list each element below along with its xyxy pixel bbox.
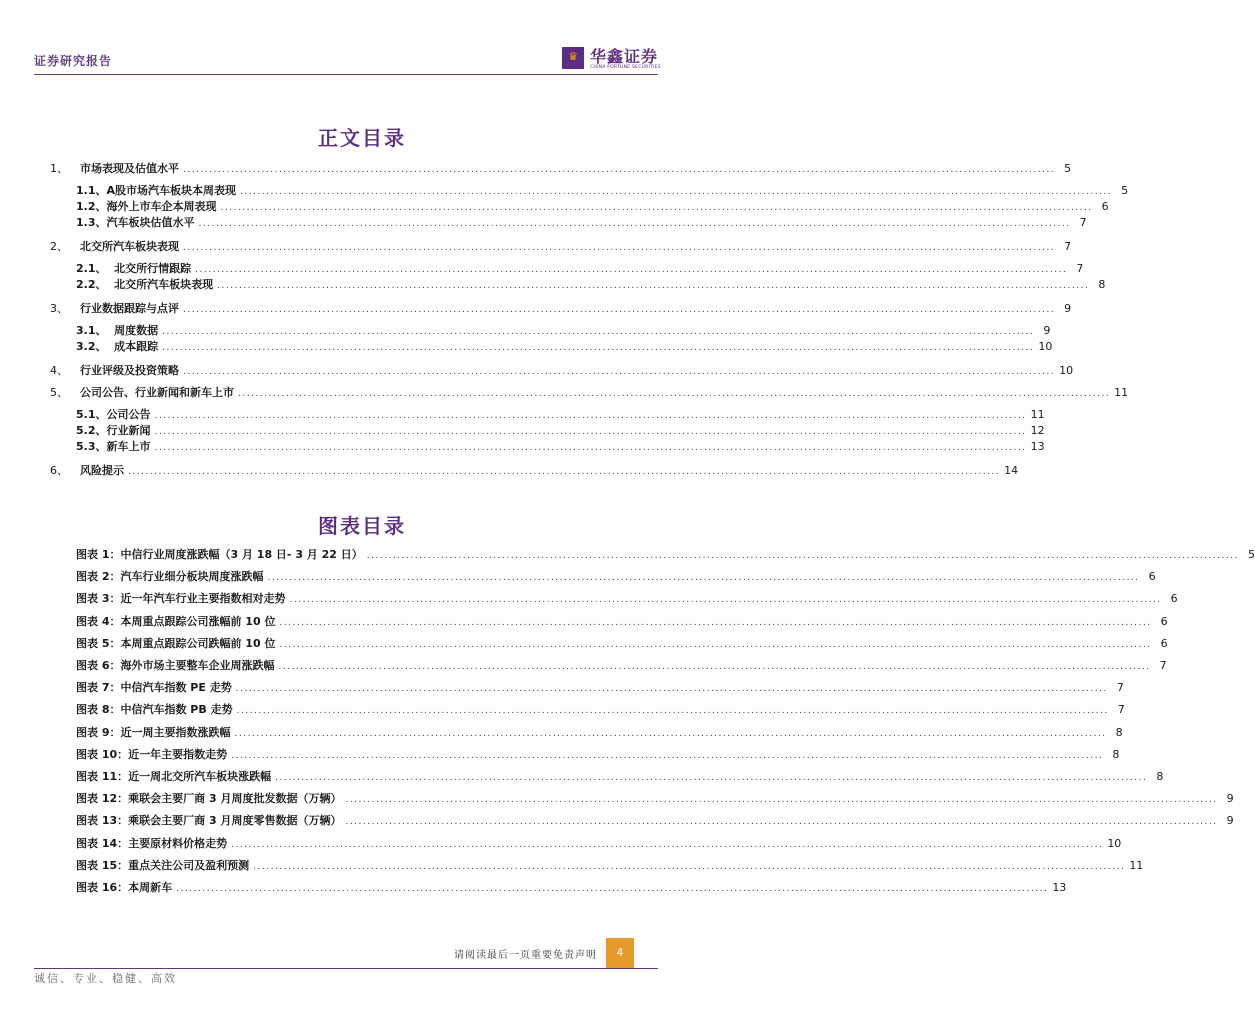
- toc-page-number: 8: [1156, 770, 1164, 783]
- toc-page-number: 12: [1030, 424, 1045, 437]
- toc-page-number: 11: [1114, 386, 1129, 399]
- toc-subentry[interactable]: [76, 726, 1123, 740]
- toc-entry-number: 6、: [50, 464, 68, 477]
- dot-leader: ........................................................................................................................................................................................................: [234, 729, 1107, 739]
- logo-english-name: CHINA FORTUNE SECURITIES: [590, 65, 661, 70]
- dot-leader: ........................................................................................................................................................................................................: [176, 884, 1049, 894]
- toc-entry-label: 2.1、 北交所行情跟踪: [76, 262, 192, 275]
- toc-entry-label: 市场表现及估值水平: [80, 162, 179, 175]
- page-number-badge: 4: [606, 938, 634, 968]
- toc-subentry[interactable]: [76, 859, 1144, 873]
- toc-page-number: 7: [1159, 659, 1167, 672]
- toc-entry-number: 2、: [50, 240, 68, 253]
- toc-title: 正文目录: [318, 126, 406, 150]
- toc-entry-label: 图表 8：中信汽车指数 PB 走势: [76, 703, 233, 716]
- toc-subentry[interactable]: [76, 262, 1084, 276]
- toc-subentry[interactable]: [76, 659, 1167, 673]
- toc-entry[interactable]: [50, 464, 1019, 478]
- toc-entry-label: 图表 13：乘联会主要厂商 3 月周度零售数据（万辆）: [76, 814, 342, 827]
- toc-subentry[interactable]: [76, 792, 1234, 806]
- toc-entry-label: 图表 7：中信汽车指数 PE 走势: [76, 681, 232, 694]
- toc-page-number: 9: [1226, 814, 1234, 827]
- toc-subentry[interactable]: [76, 570, 1156, 584]
- toc-subentry[interactable]: [76, 615, 1168, 629]
- toc-entry-label: 图表 15：重点关注公司及盈利预测: [76, 859, 250, 872]
- toc-subentry[interactable]: [76, 548, 1255, 562]
- toc-subentry[interactable]: [76, 440, 1045, 454]
- toc-entry-label: 图表 11：近一周北交所汽车板块涨跌幅: [76, 770, 272, 783]
- toc-entry-label: 5.3、新车上市: [76, 440, 151, 453]
- toc-page-number: 5: [1121, 184, 1129, 197]
- toc-entry-label: 5.2、行业新闻: [76, 424, 151, 437]
- dot-leader: ........................................................................................................................................................................................................: [236, 706, 1109, 716]
- dot-leader: ........................................................................................................................................................................................................: [253, 862, 1126, 872]
- toc-entry-label: 3.1、 周度数据: [76, 324, 159, 337]
- dot-leader: ........................................................................................................................................................................................................: [154, 411, 1027, 421]
- toc-page-number: 9: [1064, 302, 1072, 315]
- toc-subentry[interactable]: [76, 340, 1053, 354]
- toc-entry-label: 图表 5：本周重点跟踪公司跌幅前 10 位: [76, 637, 276, 650]
- toc-page-number: 7: [1064, 240, 1072, 253]
- toc-entry-label: 图表 3：近一年汽车行业主要指数相对走势: [76, 592, 286, 605]
- toc-page-number: 10: [1038, 340, 1053, 353]
- dot-leader: ........................................................................................................................................................................................................: [183, 165, 1056, 175]
- toc-subentry[interactable]: [76, 592, 1178, 606]
- dot-leader: ........................................................................................................................................................................................................: [217, 281, 1090, 291]
- toc-subentry[interactable]: [76, 278, 1106, 292]
- dot-leader: ........................................................................................................................................................................................................: [183, 305, 1056, 315]
- toc-subentry[interactable]: [76, 703, 1125, 717]
- dot-leader: ........................................................................................................................................................................................................: [289, 595, 1162, 605]
- toc-page-number: 13: [1030, 440, 1045, 453]
- toc-subentry[interactable]: [76, 814, 1234, 828]
- toc-entry-label: 北交所汽车板块表现: [80, 240, 179, 253]
- toc-entry-label: 1.1、A股市场汽车板块本周表现: [76, 184, 236, 197]
- toc-entry-label: 图表 10：近一年主要指数走势: [76, 748, 228, 761]
- toc-entry-label: 图表 12：乘联会主要厂商 3 月周度批发数据（万辆）: [76, 792, 342, 805]
- toc-entry-label: 5.1、公司公告: [76, 408, 151, 421]
- dot-leader: ........................................................................................................................................................................................................: [267, 573, 1140, 583]
- dot-leader: ........................................................................................................................................................................................................: [238, 389, 1111, 399]
- toc-page-number: 7: [1116, 681, 1124, 694]
- brand-logo: [562, 44, 662, 76]
- dot-leader: ........................................................................................................................................................................................................: [366, 551, 1239, 561]
- toc-page-number: 5: [1247, 548, 1255, 561]
- toc-entry-label: 图表 4：本周重点跟踪公司涨幅前 10 位: [76, 615, 276, 628]
- report-type-label: 证券研究报告: [34, 54, 113, 68]
- dot-leader: ........................................................................................................................................................................................................: [195, 265, 1068, 275]
- toc-subentry[interactable]: [76, 637, 1168, 651]
- toc-page-number: 11: [1030, 408, 1045, 421]
- dot-leader: ........................................................................................................................................................................................................: [154, 427, 1027, 437]
- toc-entry-label: 2.2、 北交所汽车板块表现: [76, 278, 214, 291]
- toc-subentry[interactable]: [76, 837, 1122, 851]
- toc-entry-label: 图表 1：中信行业周度涨跌幅（3 月 18 日- 3 月 22 日）: [76, 548, 363, 561]
- dot-leader: ........................................................................................................................................................................................................: [231, 840, 1104, 850]
- toc-entry[interactable]: [50, 364, 1074, 378]
- toc-entry-label: 图表 9：近一周主要指数涨跌幅: [76, 726, 231, 739]
- figures-title: 图表目录: [318, 514, 406, 538]
- toc-subentry[interactable]: [76, 408, 1045, 422]
- toc-page-number: 11: [1129, 859, 1144, 872]
- toc-page-number: 6: [1160, 615, 1168, 628]
- toc-entry[interactable]: [50, 162, 1072, 176]
- toc-subentry[interactable]: [76, 770, 1164, 784]
- dot-leader: ........................................................................................................................................................................................................: [198, 219, 1071, 229]
- dot-leader: ........................................................................................................................................................................................................: [183, 243, 1056, 253]
- toc-entry-label: 图表 16：本周新车: [76, 881, 173, 894]
- dot-leader: ........................................................................................................................................................................................................: [235, 684, 1108, 694]
- dot-leader: ........................................................................................................................................................................................................: [275, 773, 1148, 783]
- toc-subentry[interactable]: [76, 424, 1045, 438]
- toc-subentry[interactable]: [76, 324, 1051, 338]
- toc-page-number: 9: [1226, 792, 1234, 805]
- toc-page-number: 8: [1112, 748, 1120, 761]
- toc-subentry[interactable]: [76, 881, 1067, 895]
- toc-page-number: 6: [1170, 592, 1178, 605]
- dot-leader: ........................................................................................................................................................................................................: [220, 203, 1093, 213]
- toc-page-number: 7: [1079, 216, 1087, 229]
- toc-page-number: 10: [1059, 364, 1074, 377]
- toc-entry-label: 图表 14：主要原材料价格走势: [76, 837, 228, 850]
- logo-mark-icon: ♛: [562, 47, 584, 69]
- toc-entry-label: 行业评级及投资策略: [80, 364, 179, 377]
- toc-entry-label: 公司公告、行业新闻和新车上市: [80, 386, 234, 399]
- toc-page-number: 6: [1101, 200, 1109, 213]
- toc-subentry[interactable]: [76, 200, 1109, 214]
- toc-entry[interactable]: [50, 240, 1072, 254]
- dot-leader: ........................................................................................................................................................................................................: [154, 443, 1027, 453]
- dot-leader: ........................................................................................................................................................................................................: [279, 618, 1152, 628]
- toc-page-number: 8: [1115, 726, 1123, 739]
- toc-page-number: 7: [1117, 703, 1125, 716]
- toc-page-number: 14: [1004, 464, 1019, 477]
- footer-slogan: 诚信、专业、稳健、高效: [34, 972, 177, 985]
- dot-leader: ........................................................................................................................................................................................................: [240, 187, 1113, 197]
- toc-page-number: 13: [1052, 881, 1067, 894]
- toc-page-number: 10: [1107, 837, 1122, 850]
- dot-leader: ........................................................................................................................................................................................................: [162, 327, 1035, 337]
- toc-page-number: 6: [1160, 637, 1168, 650]
- toc-page-number: 8: [1098, 278, 1106, 291]
- dot-leader: ........................................................................................................................................................................................................: [345, 795, 1218, 805]
- toc-page-number: 9: [1043, 324, 1051, 337]
- toc-entry-label: 1.3、汽车板块估值水平: [76, 216, 195, 229]
- logo-chinese-name: 华鑫证券: [590, 47, 659, 66]
- toc-entry-label: 图表 6：海外市场主要整车企业周涨跌幅: [76, 659, 275, 672]
- toc-subentry[interactable]: [76, 748, 1120, 762]
- toc-subentry[interactable]: [76, 216, 1087, 230]
- toc-page-number: 5: [1064, 162, 1072, 175]
- dot-leader: ........................................................................................................................................................................................................: [278, 662, 1151, 672]
- toc-entry-number: 1、: [50, 162, 68, 175]
- dot-leader: ........................................................................................................................................................................................................: [128, 467, 1001, 477]
- footer-divider: [34, 968, 658, 969]
- toc-entry[interactable]: [50, 302, 1072, 316]
- dot-leader: ........................................................................................................................................................................................................: [279, 640, 1152, 650]
- disclaimer-note: 请阅读最后一页重要免责声明: [454, 950, 597, 961]
- dot-leader: ........................................................................................................................................................................................................: [183, 367, 1056, 377]
- toc-entry[interactable]: [50, 386, 1129, 400]
- toc-entry-number: 4、: [50, 364, 68, 377]
- toc-entry-label: 风险提示: [80, 464, 124, 477]
- toc-entry-label: 3.2、 成本跟踪: [76, 340, 159, 353]
- toc-entry-label: 图表 2：汽车行业细分板块周度涨跌幅: [76, 570, 264, 583]
- toc-page-number: 6: [1148, 570, 1156, 583]
- toc-page-number: 7: [1076, 262, 1084, 275]
- toc-entry-label: 行业数据跟踪与点评: [80, 302, 179, 315]
- toc-subentry[interactable]: [76, 184, 1129, 198]
- toc-subentry[interactable]: [76, 681, 1124, 695]
- dot-leader: ........................................................................................................................................................................................................: [345, 817, 1218, 827]
- dot-leader: ........................................................................................................................................................................................................: [162, 343, 1035, 353]
- dot-leader: ........................................................................................................................................................................................................: [231, 751, 1104, 761]
- toc-entry-number: 5、: [50, 386, 68, 399]
- toc-entry-label: 1.2、海外上市车企本周表现: [76, 200, 217, 213]
- header-divider: [34, 74, 658, 75]
- toc-entry-number: 3、: [50, 302, 68, 315]
